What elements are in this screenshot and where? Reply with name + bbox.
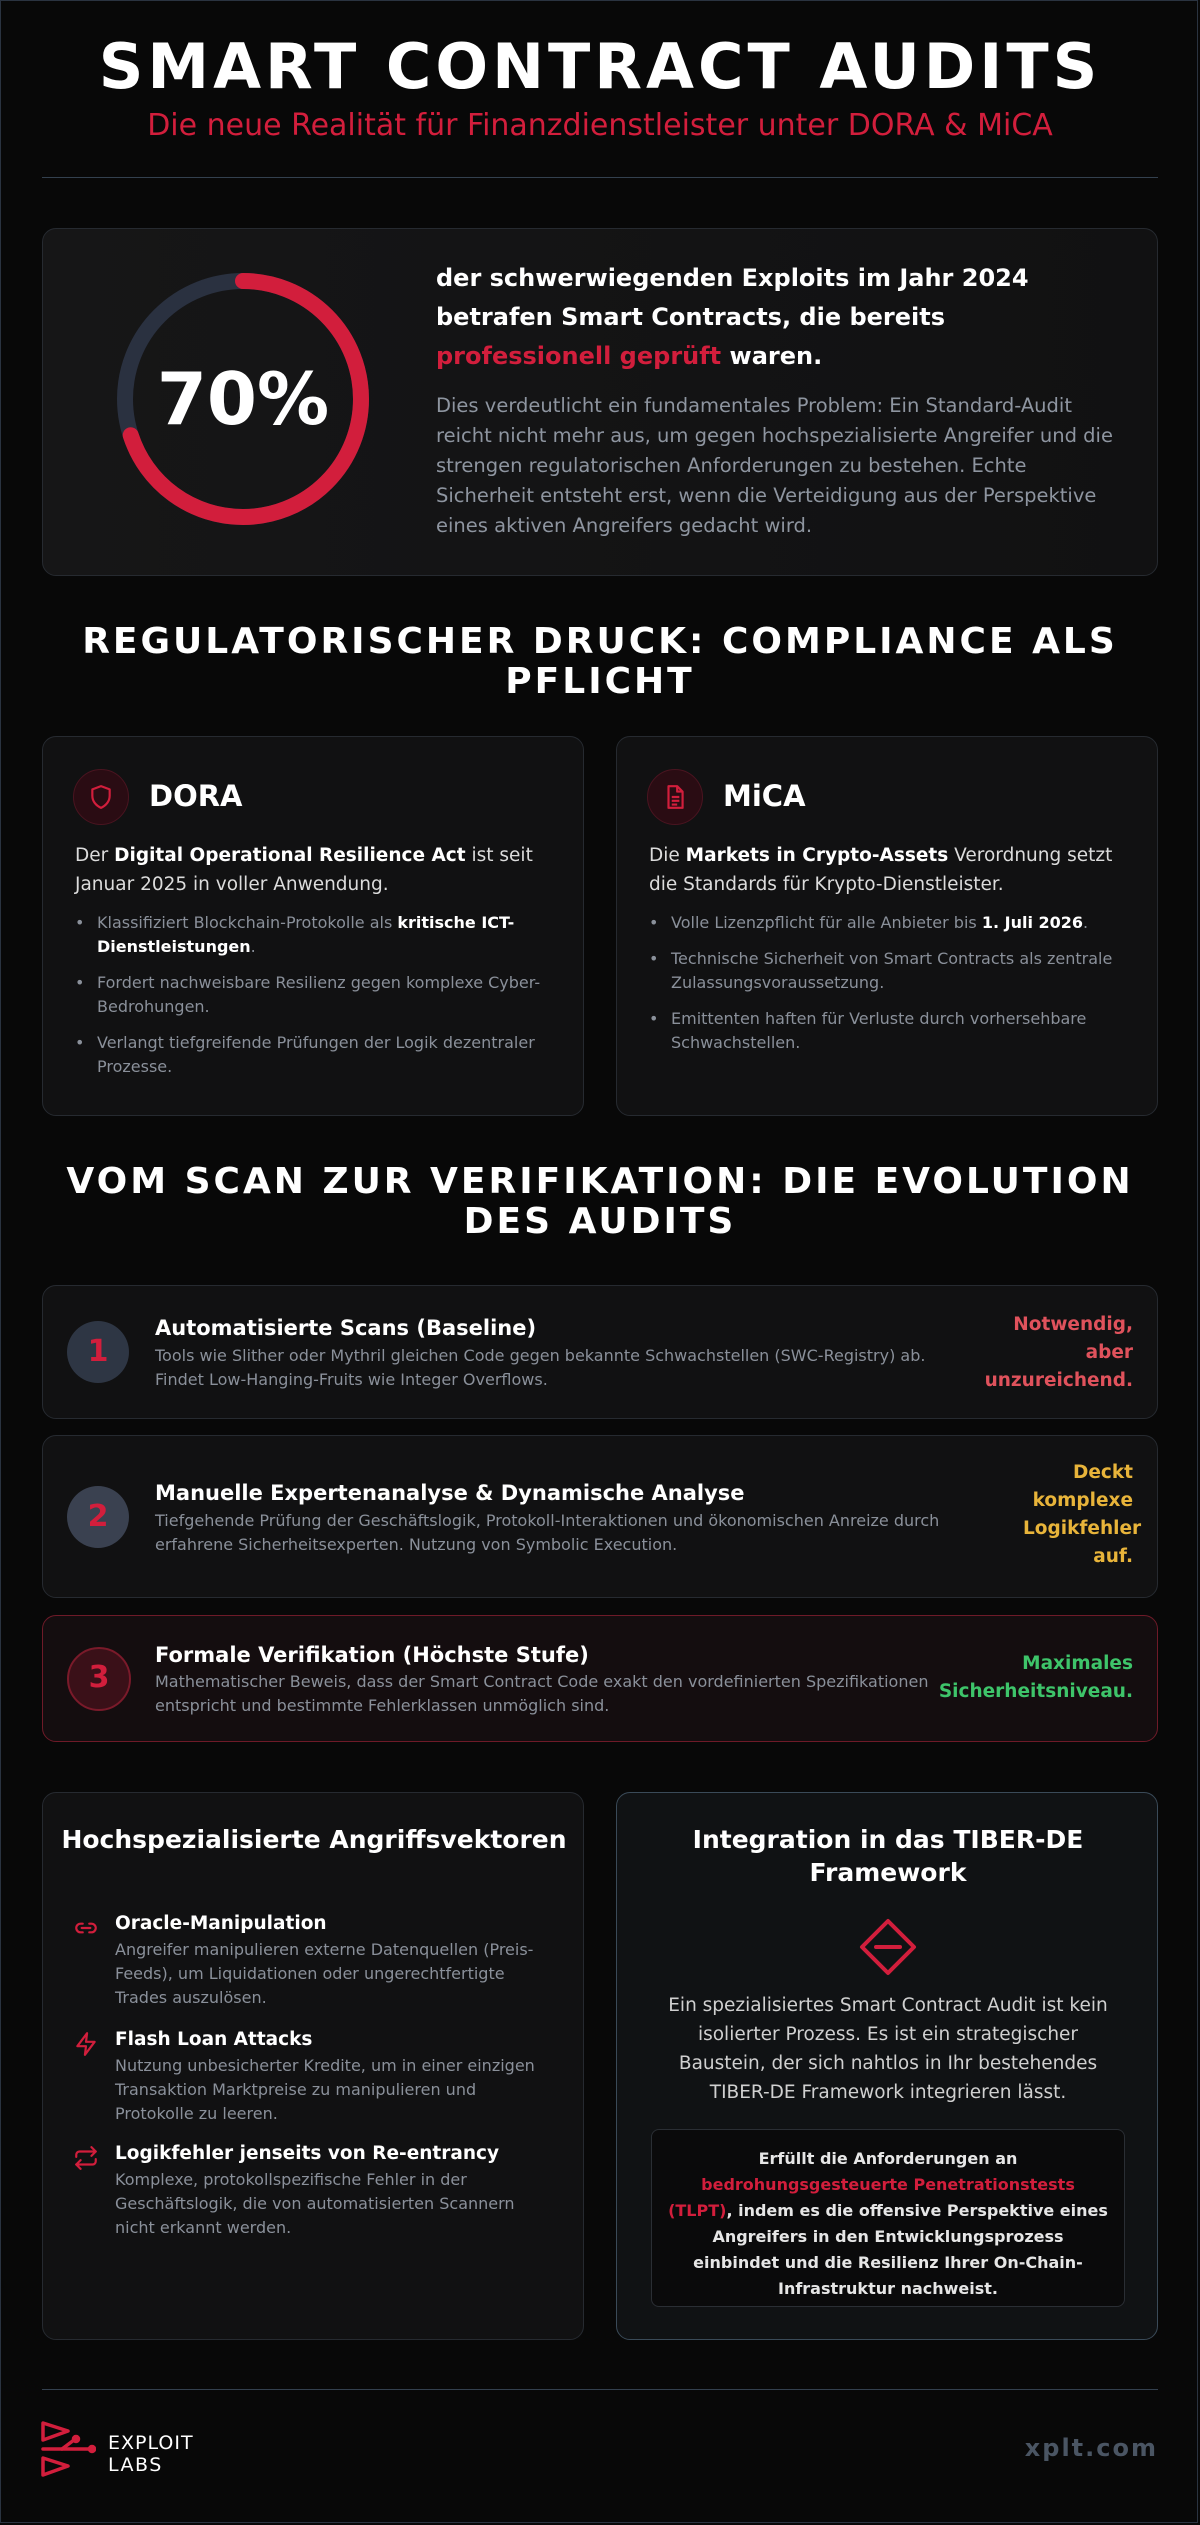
tiber-callout <box>651 2129 1125 2307</box>
stat-headline-text: der schwerwiegenden Exploits im Jahr 2024 betrafen Smart Contracts, die bereits <box>436 264 1029 331</box>
repeat-icon <box>73 2145 99 2171</box>
divider <box>42 177 1158 178</box>
dora-bullets <box>75 911 555 1091</box>
stat-body: Dies verdeutlicht ein fundamentales Problem: Ein Standard-Audit reicht nicht mehr aus, um gegen hochspezialisierte Angreifer und die strengen regulatorischen Anforderungen zu bestehen. Echte Sicherheit entsteht erst, wenn die Verteidigung aus der Perspektive eines aktiven Angreifers gedacht wird. <box>436 394 1113 537</box>
step-card-2 <box>42 1435 1158 1598</box>
bullet-bold: kritische ICT-Dienstleistungen <box>97 913 515 956</box>
brand-name <box>108 2432 194 2476</box>
step-number: 1 <box>67 1321 129 1383</box>
site-link[interactable]: xplt.com <box>1024 2434 1158 2462</box>
list-item <box>75 911 555 959</box>
vectors-title: Hochspezialisierte Angriffsvektoren <box>61 1825 567 1854</box>
attack-vectors-card <box>42 1792 584 2340</box>
vector-description: Angreifer manipulieren externe Datenquellen (Preis-Feeds), um Liquidationen oder ungerechtfertigte Trades auszulösen. <box>115 1940 534 2007</box>
vector-title: Logikfehler jenseits von Re-entrancy <box>115 2143 500 2164</box>
bullet-text: Klassifiziert Blockchain-Protokolle als <box>97 913 393 932</box>
bullet-text: Volle Lizenzpflicht für alle Anbieter bis <box>671 913 977 932</box>
vector-item <box>115 1913 555 2010</box>
page-title: SMART CONTRACT AUDITS <box>98 30 1102 103</box>
divider <box>42 2389 1158 2390</box>
callout-text: Erfüllt die Anforderungen an <box>758 2149 1018 2168</box>
mica-lead <box>649 841 1129 899</box>
exploit-labs-logo-icon <box>40 2420 96 2478</box>
step-description: Tiefgehende Prüfung der Geschäftslogik, Protokoll-Interaktionen und ökonomischen Anreize durch erfahrene Sicherheitsexperten. Nutzung von Symbolic Execution. <box>155 1511 940 1554</box>
mica-card <box>616 736 1158 1116</box>
vector-item <box>115 2029 555 2126</box>
step-title: Automatisierte Scans (Baseline) <box>155 1316 537 1340</box>
mica-lead-post: Verordnung setzt die Standards für Krypto-Dienstleister. <box>649 845 1113 895</box>
callout-end: , indem es die offensive Perspektive eines Angreifers in den Entwicklungsprozess einbindet und die Resilienz Ihrer On-Chain-Infrastruktur nachweist. <box>693 2201 1108 2298</box>
step-number: 2 <box>67 1486 129 1548</box>
shield-icon <box>73 769 129 825</box>
step-card-1 <box>42 1285 1158 1419</box>
step-number: 3 <box>67 1647 131 1711</box>
step-tag: Notwendig, aber unzureichend. <box>984 1314 1133 1391</box>
mica-title: MiCA <box>723 779 806 813</box>
vector-description: Nutzung unbesicherter Kredite, um in einer einzigen Transaktion Marktpreise zu manipulieren und Protokolle zu leeren. <box>115 2056 535 2123</box>
tiber-title: Integration in das TIBER-DE Framework <box>692 1825 1084 1887</box>
dora-card <box>42 736 584 1116</box>
step-tag: Deckt komplexe Logikfehler auf. <box>1023 1462 1142 1567</box>
stat-headline <box>436 259 1126 376</box>
bullet-end: . <box>1083 913 1089 932</box>
stat-headline-highlight: professionell geprüft <box>436 342 722 370</box>
diamond-icon <box>858 1917 918 1977</box>
lightning-icon <box>73 2031 99 2057</box>
step-title: Manuelle Expertenanalyse & Dynamische Analyse <box>155 1481 745 1505</box>
dora-lead-pre: Der <box>75 845 109 866</box>
mica-lead-bold: Markets in Crypto-Assets <box>685 845 949 866</box>
list-item <box>649 911 1129 935</box>
section-title-evolution: VOM SCAN ZUR VERIFIKATION: DIE EVOLUTION DES AUDITS <box>66 1161 1134 1242</box>
bullet-bold: 1. Juli 2026 <box>981 913 1084 932</box>
mica-lead-pre: Die <box>649 845 680 866</box>
dora-lead-bold: Digital Operational Resilience Act <box>114 845 466 866</box>
tiber-card <box>616 1792 1158 2340</box>
list-item: • Technische Sicherheit von Smart Contracts als zentrale Zulassungsvoraussetzung. <box>649 947 1129 995</box>
brand-line-1: EXPLOIT <box>108 2432 194 2454</box>
step-tag: Maximales Sicherheitsniveau. <box>938 1653 1133 1702</box>
dora-lead-post: ist seit Januar 2025 in voller Anwendung. <box>75 845 533 895</box>
list-item: • Emittenten haften für Verluste durch vorhersehbare Schwachstellen. <box>649 1007 1129 1055</box>
stat-value: 70% <box>156 357 330 441</box>
stat-card <box>42 228 1158 576</box>
link-icon <box>73 1915 99 1941</box>
mica-bullets <box>649 911 1129 1067</box>
vector-title: Flash Loan Attacks <box>115 2029 313 2050</box>
page-subtitle: Die neue Realität für Finanzdienstleister unter DORA & MiCA <box>147 108 1053 143</box>
document-icon <box>647 769 703 825</box>
list-item: • Fordert nachweisbare Resilienz gegen komplexe Cyber-Bedrohungen. <box>75 971 555 1019</box>
vector-item <box>115 2143 555 2240</box>
vector-description: Komplexe, protokollspezifische Fehler in der Geschäftslogik, die von automatisierten Scannern nicht erkannt werden. <box>115 2170 515 2237</box>
callout-highlight: bedrohungsgesteuerte Penetrationstests (TLPT) <box>668 2175 1075 2220</box>
step-description: Mathematischer Beweis, dass der Smart Contract Code exakt den vordefinierten Spezifikationen entspricht und bestimmte Fehlerklassen unmöglich sind. <box>155 1672 929 1715</box>
dora-title: DORA <box>149 779 243 813</box>
step-description: Tools wie Slither oder Mythril gleichen Code gegen bekannte Schwachstellen (SWC-Registry) ab. Findet Low-Hanging-Fruits wie Integer Overflows. <box>155 1346 926 1389</box>
list-item: • Verlangt tiefgreifende Prüfungen der Logik dezentraler Prozesse. <box>75 1031 555 1079</box>
vector-title: Oracle-Manipulation <box>115 1913 327 1934</box>
stat-headline-end: waren. <box>729 342 823 370</box>
section-title-regulatory: REGULATORISCHER DRUCK: COMPLIANCE ALS PFLICHT <box>82 621 1118 702</box>
step-card-3 <box>42 1615 1158 1742</box>
dora-lead <box>75 841 555 899</box>
tiber-body: Ein spezialisiertes Smart Contract Audit ist kein isolierter Prozess. Es ist ein strategischer Baustein, der sich nahtlos in Ihr bestehendes TIBER-DE Framework integrieren lässt. <box>668 1995 1108 2103</box>
brand-line-2: LABS <box>108 2454 163 2476</box>
bullet-end: . <box>250 937 256 956</box>
step-title: Formale Verifikation (Höchste Stufe) <box>155 1643 589 1667</box>
